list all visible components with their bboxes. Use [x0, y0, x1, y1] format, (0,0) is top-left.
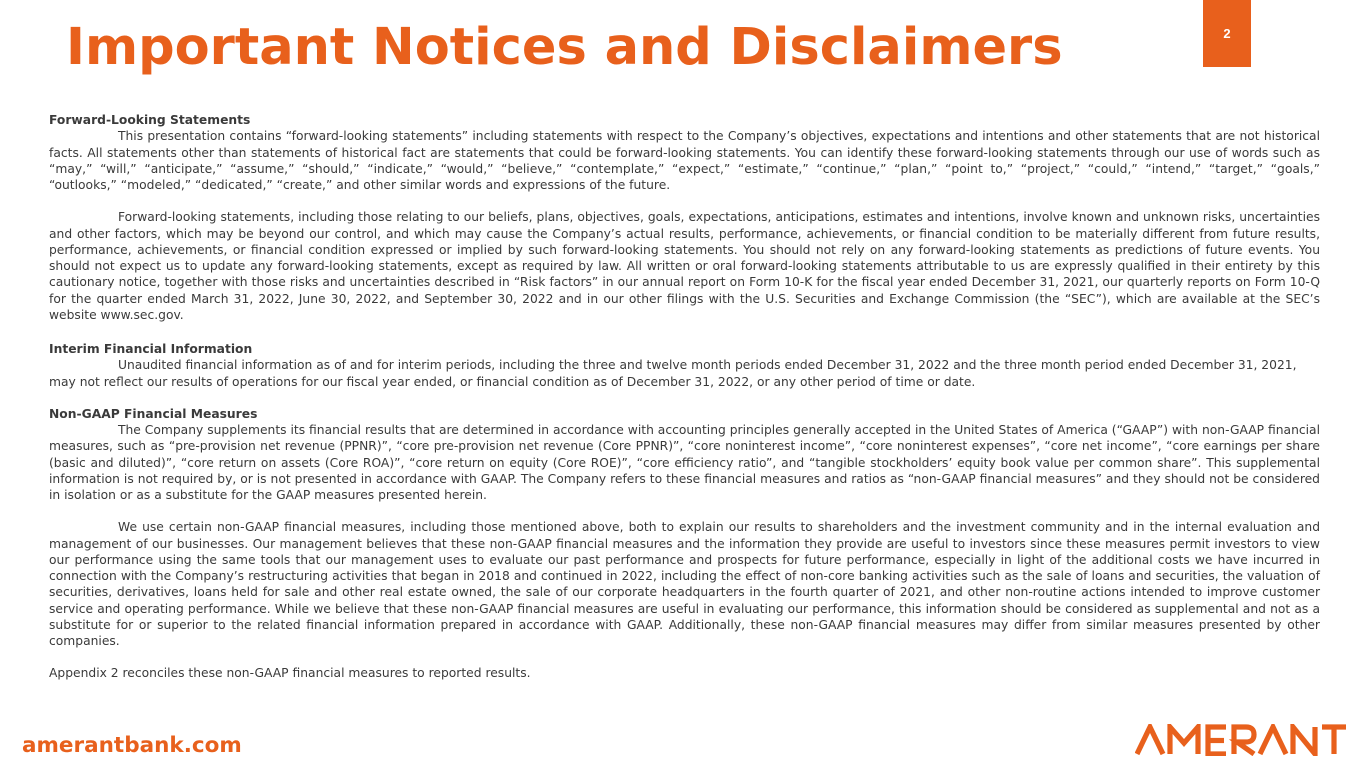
logo-letter-r — [1234, 727, 1254, 754]
logo-letter-n — [1293, 727, 1315, 754]
non-gaap-paragraph-3: Appendix 2 reconciles these non-GAAP financial measures to reported results. — [49, 666, 531, 681]
section-heading-interim: Interim Financial Information — [49, 342, 253, 356]
non-gaap-paragraph-1: The Company supplements its financial results that are determined in accordance with accounting principles generally accepted in the United States of America (“GAAP”) with non-GAAP financial measures, such as “pre-provision net revenue (PPNR)”, “core pre-provision net revenue (Core PPNR)”, “core noninterest income”, “core noninterest expenses”, “core net income”, “core earnings per share (basic and diluted)”, “core return on assets (Core ROA)”, “core return on equity (Core ROE)”, “core efficiency ratio”, and “tangible stockholders’ equity book value per common share”. This supplemental information is not required by, or is not presented in accordance with GAAP. The Company refers to these financial measures and ratios as “non-GAAP financial measures” and they should not be considered in isolation or as a substitute for the GAAP measures presented herein. — [49, 423, 1320, 502]
disclaimer-body — [49, 112, 1320, 682]
amerant-logo — [1135, 724, 1348, 756]
section-heading-forward-looking: Forward-Looking Statements — [49, 113, 251, 127]
forward-looking-paragraph-1: This presentation contains “forward-looking statements” including statements with respect to the Company’s objectives, expectations and intentions and other statements that are not historical facts. All statements other than statements of historical fact are statements that could be forward-looking statements. You can identify these forward-looking statements through our use of words such as “may,” “will,” “anticipate,” “assume,” “should,” “indicate,” “would,” “believe,” “contemplate,” “expect,” “estimate,” “continue,” “plan,” “point to,” “project,” “could,” “intend,” “target,” “goals,” “outlooks,” “modeled,” “dedicated,” “create,” and other similar words and expressions of the future. — [49, 129, 1320, 192]
logo-letter-a2 — [1260, 727, 1286, 754]
footer-website: amerantbank.com — [22, 733, 242, 758]
logo-letter-a1 — [1137, 727, 1163, 754]
page-title: Important Notices and Disclaimers — [66, 18, 1063, 77]
logo-letter-m — [1170, 727, 1198, 754]
page-number-tab: 2 — [1203, 0, 1251, 67]
non-gaap-paragraph-2: We use certain non-GAAP financial measures, including those mentioned above, both to explain our results to shareholders and the investment community and in the internal evaluation and management of our businesses. Our management believes that these non-GAAP financial measures and the information they provide are useful to investors since these measures permit investors to view our performance using the same tools that our management uses to evaluate our past performance and prospects for future performance, especially in light of the additional costs we have incurred in connection with the Company’s restructuring activities that began in 2018 and continued in 2022, including the effect of non-core banking activities such as the sale of loans and securities, the valuation of securities, derivatives, loans held for sale and other real estate owned, the sale of our corporate headquarters in the fourth quarter of 2021, and other non-routine actions intended to improve customer service and operating performance. While we believe that these non-GAAP financial measures are useful in evaluating our performance, this information should be considered as supplemental and not as a substitute for or superior to the related financial information prepared in accordance with GAAP. Additionally, these non-GAAP financial measures may differ from similar measures presented by other companies. — [49, 520, 1320, 648]
forward-looking-paragraph-2: Forward-looking statements, including those relating to our beliefs, plans, objectives, goals, expectations, anticipations, estimates and intentions, involve known and unknown risks, uncertainties and other factors, which may be beyond our control, and which may cause the Company’s actual results, performance, achievements, or financial condition to be materially different from future results, performance, achievements, or financial condition expressed or implied by such forward-looking statements. You should not rely on any forward-looking statements as predictions of future events. You should not expect us to update any forward-looking statements, except as required by law. All written or oral forward-looking statements attributable to us are expressly qualified in their entirety by this cautionary notice, together with those risks and uncertainties described in “Risk factors” in our annual report on Form 10-K for the fiscal year ended December 31, 2021, our quarterly reports on Form 10-Q for the quarter ended March 31, 2022, June 30, 2022, and September 30, 2022 and in our other filings with the U.S. Securities and Exchange Commission (the “SEC”), which are available at the SEC’s website www.sec.gov. — [49, 210, 1320, 322]
interim-paragraph-1: Unaudited financial information as of and for interim periods, including the three and twelve month periods ended December 31, 2022 and the three month period ended December 31, 2021, may not reflect our results of operations for our fiscal year ended, or financial condition as of December 31, 2022, or any other period of time or date. — [49, 358, 1297, 389]
section-heading-non-gaap: Non-GAAP Financial Measures — [49, 406, 258, 421]
